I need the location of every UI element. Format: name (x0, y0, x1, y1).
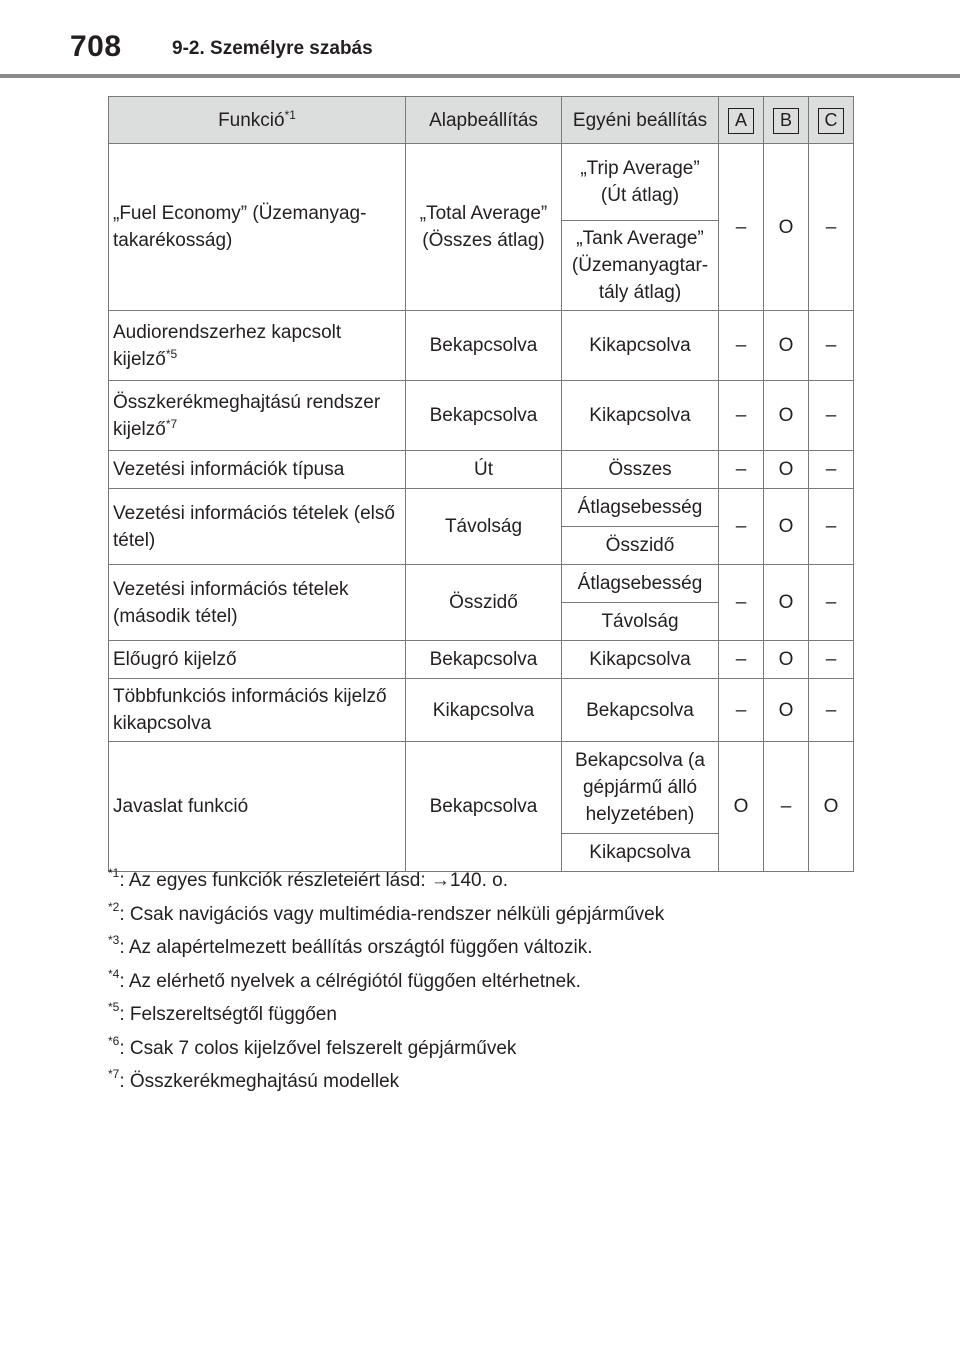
col-b-cell: O (764, 679, 809, 742)
function-cell (109, 489, 406, 565)
footnote-text: : Felszereltségtől függően (119, 1004, 337, 1025)
custom-cell: Átlagsebesség (562, 565, 719, 603)
custom-cell: „Tank Average” (Üzemanyagtar-tály átlag) (562, 221, 719, 311)
function-label: Audiorendszerhez kapcsolt kijelző (113, 321, 342, 370)
footnote-text: : Az elérhető nyelvek a célrégiótól függően eltérhetnek. (119, 970, 581, 992)
function-label: Többfunkciós információs kijelző kikapcsolva (113, 686, 387, 734)
footnote-mark: *3 (108, 933, 120, 947)
function-label: Vezetési információk típusa (113, 459, 345, 480)
footnote-item (108, 900, 868, 934)
settings-table (108, 96, 854, 872)
default-cell: Út (406, 451, 562, 489)
col-b-cell: O (764, 381, 809, 451)
table-row (109, 679, 854, 742)
header-function: Funkció$^{*1}$ (109, 97, 406, 144)
footnote-item (108, 1000, 868, 1034)
col-b-cell: O (764, 489, 809, 565)
default-cell: Bekapcsolva (406, 742, 562, 872)
col-c-cell: – (809, 144, 854, 311)
footnote-item (108, 933, 868, 967)
custom-cell: „Trip Average” (Út átlag) (562, 144, 719, 221)
col-c-cell: O (809, 742, 854, 872)
col-b-cell: – (764, 742, 809, 872)
footnote-item (108, 967, 868, 1001)
col-c-cell: – (809, 679, 854, 742)
function-cell (109, 641, 406, 679)
footnote-text: : Csak 7 colos kijelzővel felszerelt gépjárművek (119, 1037, 517, 1059)
footnotes (108, 866, 868, 1101)
col-b-label: B (773, 108, 799, 134)
col-a-cell: – (719, 489, 764, 565)
col-a-cell: – (719, 679, 764, 742)
header-col-a (719, 97, 764, 144)
function-cell (109, 565, 406, 641)
col-a-cell: – (719, 641, 764, 679)
custom-cell: Bekapcsolva (a gépjármű álló helyzetében) (562, 742, 719, 834)
footnote-mark: *6 (108, 1033, 120, 1048)
function-label: Javaslat funkció (113, 796, 249, 817)
col-c-cell: – (809, 381, 854, 451)
col-a-label: A (728, 108, 754, 134)
col-a-cell: – (719, 451, 764, 489)
header-custom: Egyéni beállítás (562, 97, 719, 144)
custom-cell: Bekapcsolva (562, 679, 719, 742)
default-cell: Bekapcsolva (406, 641, 562, 679)
header-divider (0, 74, 960, 78)
footnote-text: : Összkerékmeghajtású modellek (119, 1071, 400, 1092)
col-b-cell: O (764, 144, 809, 311)
footnote-mark: *2 (108, 899, 120, 914)
custom-cell: Átlagsebesség (562, 489, 719, 527)
footnote-mark: *4 (108, 966, 120, 981)
col-c-label: C (818, 108, 844, 134)
default-cell: Bekapcsolva (406, 311, 562, 381)
custom-cell: Kikapcsolva (562, 641, 719, 679)
col-b-cell: O (764, 565, 809, 641)
custom-cell: Kikapcsolva (562, 381, 719, 451)
function-label: Összkerékmeghajtású rendszer kijelző (113, 391, 381, 440)
function-cell (109, 144, 406, 311)
table-row (109, 144, 854, 221)
col-b-cell: O (764, 641, 809, 679)
function-cell (109, 679, 406, 742)
footnote-mark: *1 (108, 866, 120, 880)
col-c-cell: – (809, 489, 854, 565)
table-row (109, 311, 854, 381)
function-label: Vezetési információs tételek (második tétel) (113, 578, 349, 627)
col-a-cell: – (719, 311, 764, 381)
page-number: 708 (70, 30, 122, 63)
custom-cell: Kikapcsolva (562, 834, 719, 872)
header-col-b (764, 97, 809, 144)
footnote-text: : Az egyes funkciók részleteiért lásd: →140. o. (119, 870, 508, 891)
function-cell (109, 381, 406, 451)
footnote-text: : Az alapértelmezett beállítás országtól függően változik. (119, 937, 593, 958)
function-cell (109, 451, 406, 489)
function-label: „Fuel Economy” (Üzemanyag-takarékosság) (113, 203, 367, 251)
default-cell: Összidő (406, 565, 562, 641)
col-c-cell: – (809, 451, 854, 489)
custom-cell: Összidő (562, 527, 719, 565)
footnote-text: : Csak navigációs vagy multimédia-rendszer nélküli gépjárművek (119, 903, 665, 925)
footnote-mark: *7 (108, 1067, 120, 1081)
function-cell (109, 742, 406, 872)
table-row (109, 451, 854, 489)
function-label: Előugró kijelző (113, 649, 237, 670)
function-cell (109, 311, 406, 381)
footnote-ref: *7 (165, 416, 178, 431)
col-b-cell: O (764, 451, 809, 489)
custom-cell: Távolság (562, 603, 719, 641)
default-cell: Távolság (406, 489, 562, 565)
table-row (109, 641, 854, 679)
header-default: Alapbeállítás (406, 97, 562, 144)
col-a-cell: – (719, 565, 764, 641)
footnote-mark: *5 (108, 1000, 120, 1014)
table-row (109, 742, 854, 834)
col-a-cell: – (719, 144, 764, 311)
footnote-item (108, 1067, 868, 1101)
table-row (109, 565, 854, 603)
default-cell: Kikapcsolva (406, 679, 562, 742)
col-c-cell: – (809, 641, 854, 679)
col-c-cell: – (809, 565, 854, 641)
table-row (109, 489, 854, 527)
col-a-cell: O (719, 742, 764, 872)
default-cell: „Total Average” (Összes átlag) (406, 144, 562, 311)
section-title: 9-2. Személyre szabás (172, 38, 373, 59)
page-header (0, 0, 960, 80)
footnote-item (108, 866, 868, 900)
function-label: Vezetési információs tételek (első tétel) (113, 502, 395, 551)
col-c-cell: – (809, 311, 854, 381)
col-a-cell: – (719, 381, 764, 451)
footnote-item (108, 1034, 868, 1068)
default-cell: Bekapcsolva (406, 381, 562, 451)
footnote-ref: *5 (165, 346, 178, 361)
table-header-row (109, 97, 854, 144)
table-row (109, 381, 854, 451)
custom-cell: Összes (562, 451, 719, 489)
custom-cell: Kikapcsolva (562, 311, 719, 381)
col-b-cell: O (764, 311, 809, 381)
header-col-c (809, 97, 854, 144)
